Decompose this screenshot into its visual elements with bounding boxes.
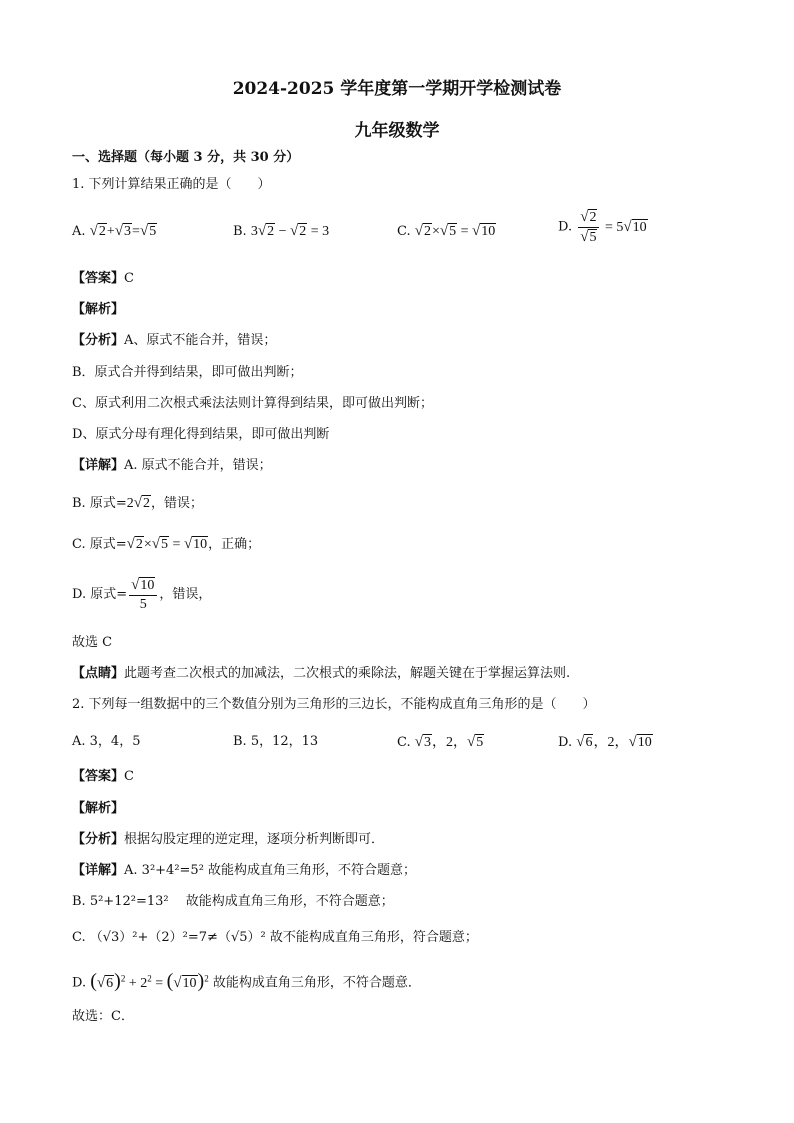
q1-option-d: D. $\frac{√2}{√5}$ = 5√10 (558, 209, 647, 245)
q2-stem: 2. 下列每一组数据中的三个数值分别为三角形的三边长，不能构成直角三角形的是（ ） (72, 697, 596, 712)
q1-option-b: B. 3√2 − √2 = 3 (233, 223, 330, 239)
q2-xiangjie-b: B. 5²+12²=13² 故能构成直角三角形，不符合题意； (72, 894, 394, 909)
q2-option-b: B. 5，12，13 (233, 734, 319, 749)
q1-answer: 【答案】C (72, 271, 134, 286)
q2-answer: 【答案】C (72, 769, 134, 784)
q2-xiangjie-c: C. （√3）²+（2）²=7≠（√5）² 故不能构成直角三角形，符合题意； (72, 930, 478, 945)
q2-option-c: C. √3，2，√5 (397, 734, 484, 750)
q2-fenxi: 【分析】根据勾股定理的逆定理，逐项分析判断即可． (72, 832, 385, 847)
q1-fenxi-c: C、原式利用二次根式乘法法则计算得到结果，即可做出判断； (72, 396, 433, 411)
q2-xiangjie-d: D. $(√6)^2 + 2^2 = (√10)^2$ 故能构成直角三角形，不符合题意． (72, 969, 421, 992)
q1-choose: 故选 C (72, 635, 113, 650)
section-heading: 一、选择题（每小题 3 分，共 30 分） (72, 150, 300, 165)
q1-xiangjie-d: D. 原式= $\frac{√10}{5}$ ，错误， (72, 577, 212, 612)
q2-choose: 故选：C． (72, 1009, 134, 1024)
q1-option-a: A. √2+√3=√5 (72, 223, 157, 239)
q1-fenxi-b: B．原式合并得到结果，即可做出判断； (72, 365, 303, 380)
q1-xiangjie-a: 【详解】A. 原式不能合并，错误； (72, 458, 272, 473)
q1-stem: 1. 下列计算结果正确的是（ ） (72, 177, 271, 192)
q1-fenxi-d: D、原式分母有理化得到结果，即可做出判断 (72, 427, 330, 442)
q1-option-c: C. √2×√5 = √10 (397, 223, 496, 239)
q2-option-a: A. 3，4，5 (72, 734, 141, 749)
q1-analysis-tag: 【解析】 (72, 302, 125, 317)
document-title: 2024-2025 学年度第一学期开学检测试卷 (232, 79, 562, 99)
q1-xiangjie-c: C. 原式=√2×√5 = √10，正确； (72, 536, 261, 552)
q1-fenxi: 【分析】A、原式不能合并，错误； (72, 333, 277, 348)
q2-xiangjie-a: 【详解】A. 3²+4²=5² 故能构成直角三角形，不符合题意； (72, 863, 417, 878)
q1-dianjing: 【点睛】此题考查二次根式的加减法，二次根式的乘除法，解题关键在于掌握运算法则. (72, 666, 571, 681)
q1-xiangjie-b: B. 原式=2√2，错误； (72, 495, 203, 511)
q2-analysis-tag: 【解析】 (72, 801, 125, 816)
q2-option-d: D. √6，2，√10 (558, 734, 652, 750)
document-subtitle: 九年级数学 (354, 121, 440, 141)
